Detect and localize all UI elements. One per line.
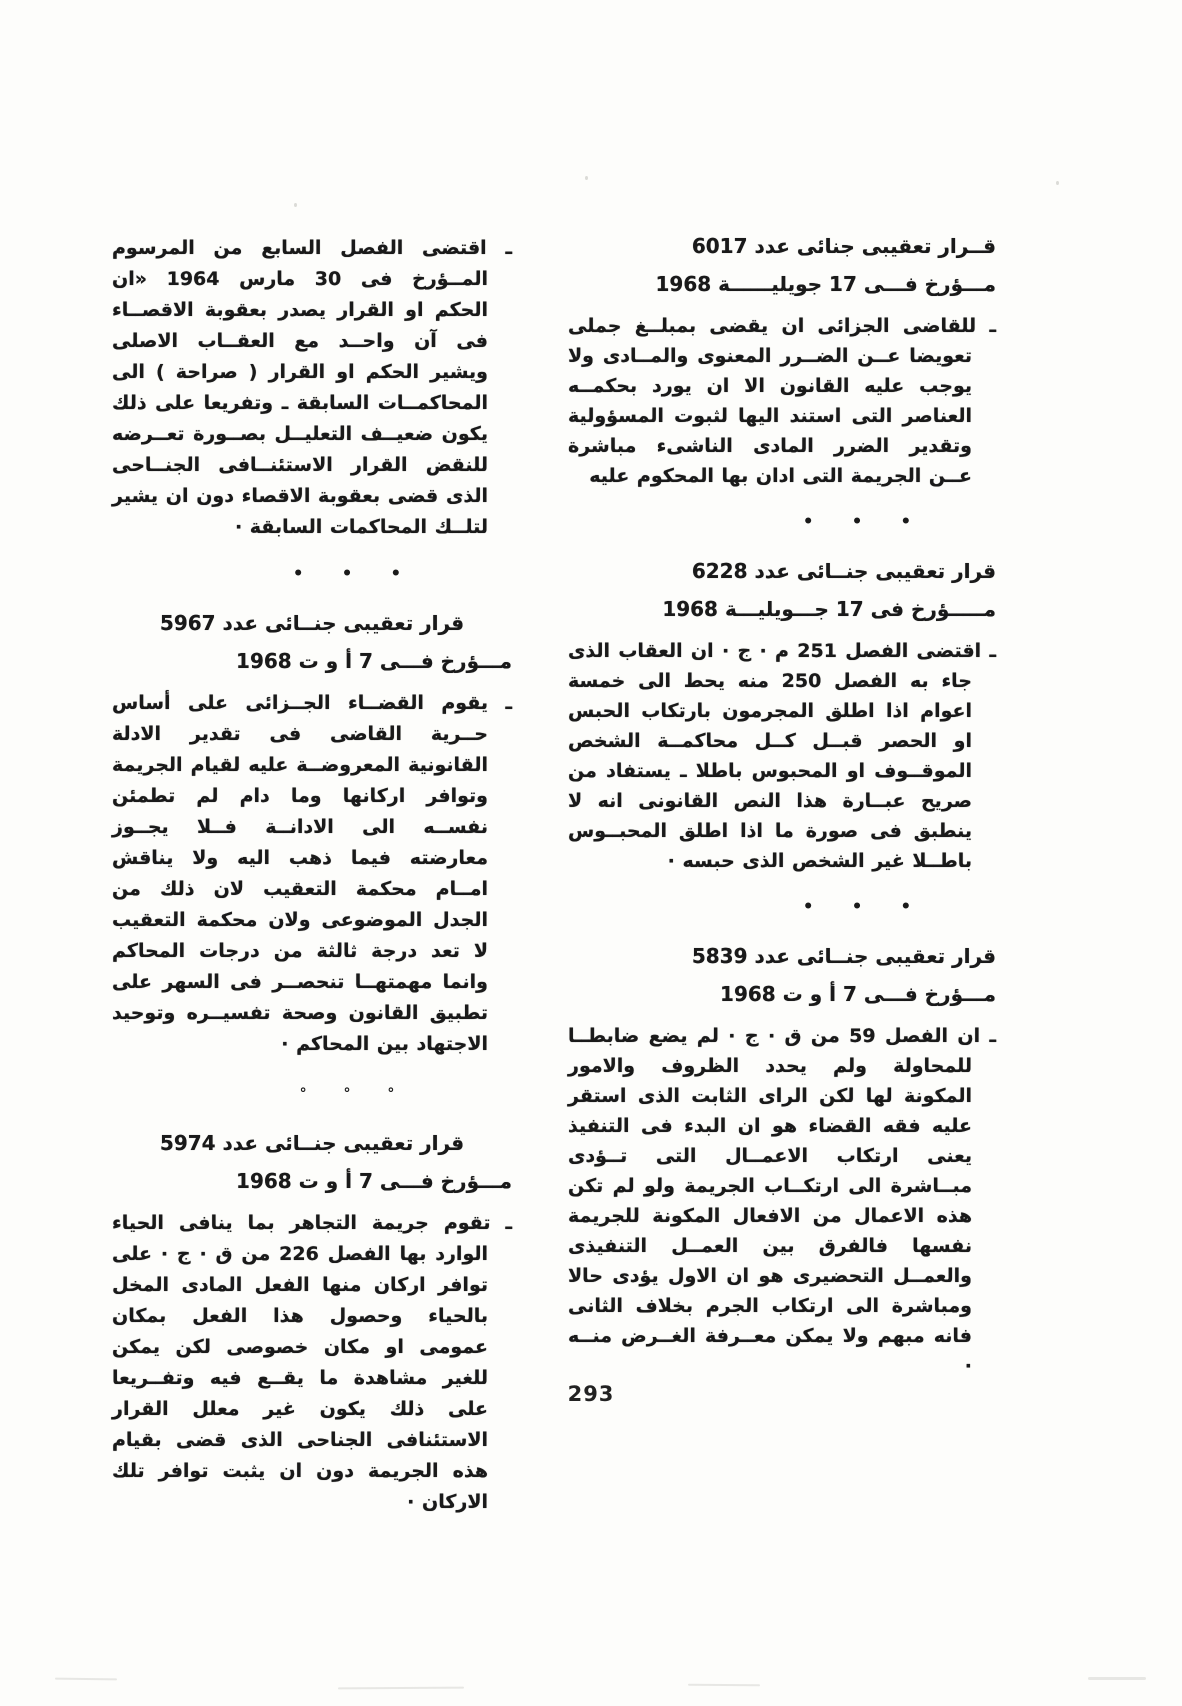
decision-title: قرار تعقيبى جنــائى عدد 5839 [691, 944, 996, 968]
scan-noise [55, 1678, 117, 1681]
decision-body: ـ للقاضى الجزائى ان يقضى بمبلــغ جملى تعويضا عــن الضــرر المعنوى والمــادى ولا يوجب عليه القانون الا ان يورد بحكمــه العناصر التى استند اليها لثبوت المسؤولية وتقدير الضرر المادى الناشىء مباشرة عــن الجريمة التى ادان بها المحكوم عليه [568, 315, 996, 487]
section-separator: • • • [802, 897, 912, 917]
decision-body: ـ يقوم القضــاء الجــزائى على أساس حــرية القاضى فى تقدير الادلة القانونية المعروضــة عليه لقيام الجريمة وتوافر اركانها وما دام لم تطمئن نفســه الى الادانــة فــلا يجــوز معارضته فيما ذهب اليه ولا يناقش امــام محكمة التعقيب لان ذلك من الجدل الموضوعى ولان محكمة التعقيب لا تعد درجة ثالثة من درجات المحاكم وانما مهمتهــا تنحصــر فى السهر على تطبيق القانون وصحة تفسيــره وتوحيد الاجتهاد بين المحاكم · [112, 692, 512, 1055]
decision-date: مـــؤرخ فـــى 7 أ و ت 1968 [236, 1169, 512, 1193]
decision-body: ـ تقوم جريمة التجاهر بما ينافى الحياء الوارد بها الفصل 226 من ق · ج · على توافر اركان منها الفعل المادى المخل بالحياء وحصول هذا الفعل بمكان عمومى او مكان خصوصى لكن يمكن للغير مشاهدة ما يقــع فيه وتفــريعا على ذلك يكون غير معلل القرار الاستئنافى الجناحى الذى قضى بقيام هذه الجريمة دون ان يثبت توافر تلك الاركان · [112, 1212, 512, 1513]
scan-noise [585, 176, 588, 180]
decision-title: قرار تعقيبى جنــائى عدد 6228 [691, 559, 996, 583]
section-separator: • • • [292, 564, 402, 584]
decision-date: مـــــؤرخ فى 17 جـــويليـــة 1968 [662, 597, 996, 621]
decision-title: قــرار تعقيبى جنائى عدد 6017 [691, 234, 996, 258]
section-separator: ° ° ° [299, 1086, 395, 1102]
decision-title: قرار تعقيبى جنــائى عدد 5974 [159, 1131, 465, 1155]
decision-date: مـــؤرخ فـــى 7 أ و ت 1968 [236, 649, 512, 673]
left-column [112, 233, 512, 1518]
scan-noise [1088, 1677, 1146, 1680]
scan-noise [294, 203, 297, 207]
scan-noise [1056, 181, 1059, 185]
decision-title: قرار تعقيبى جنــائى عدد 5967 [159, 611, 465, 635]
scan-noise [688, 1684, 760, 1687]
section-separator: • • • [802, 512, 912, 532]
scan-noise [338, 1687, 464, 1690]
decision-date: مـــؤرخ فـــى 17 جويليــــــة 1968 [655, 272, 996, 296]
right-column [568, 233, 996, 1518]
decision-body: ـ اقتضى الفصل السابع من المرسوم المــؤرخ فى 30 مارس 1964 «ان الحكم او القرار يصدر بعقوبة الاقصــاء فى آن واحــد مع العقــاب الاصلى ويشير الحكم او القرار ( صراحة ) الى المحاكمــات السابقة ـ وتفريعا على ذلك يكون ضعيــف التعليــل بصــورة تعــرضه للنقض القرار الاستئنــافى الجنــاحى الذى قضى بعقوبة الاقصاء دون ان يشير لتلــك المحاكمات السابقة · [112, 237, 512, 538]
page-number: 293 [567, 1382, 615, 1406]
decision-body: ـ اقتضى الفصل 251 م · ج · ان العقاب الذى جاء به الفصل 250 منه يحط الى خمسة اعوام اذا اطلق المجرمون بارتكاب الحبس او الحصر قبــل كــل محاكمــة الشخص الموقــوف او المحبوس باطلا ـ يستفاد من صريح عبــارة هذا النص القانونى انه لا ينطبق فى صورة ما اذا اطلق المحبــوس باطــلا غير الشخص الذى حبسه · [568, 640, 996, 872]
decision-body: ـ ان الفصل 59 من ق · ج · لم يضع ضابطــا للمحاولة ولم يحدد الظروف والامور المكونة لها لكن الراى الثابت الذى استقر عليه فقه القضاء هو ان البدء فى التنفيذ يعنى ارتكاب الاعمــال التى تــؤدى مبــاشرة الى ارتكــاب الجريمة ولو لم تكن هذه الاعمال من الافعال المكونة للجريمة نفسها فالفرق بين العمــل التنفيذى والعمــل التحضيرى هو ان الاول يؤدى حالا ومباشرة الى ارتكاب الجرم بخلاف الثانى فانه مبهم ولا يمكن معــرفة الغــرض منــه · [568, 1025, 996, 1377]
decision-date: مـــؤرخ فـــى 7 أ و ت 1968 [720, 982, 996, 1006]
